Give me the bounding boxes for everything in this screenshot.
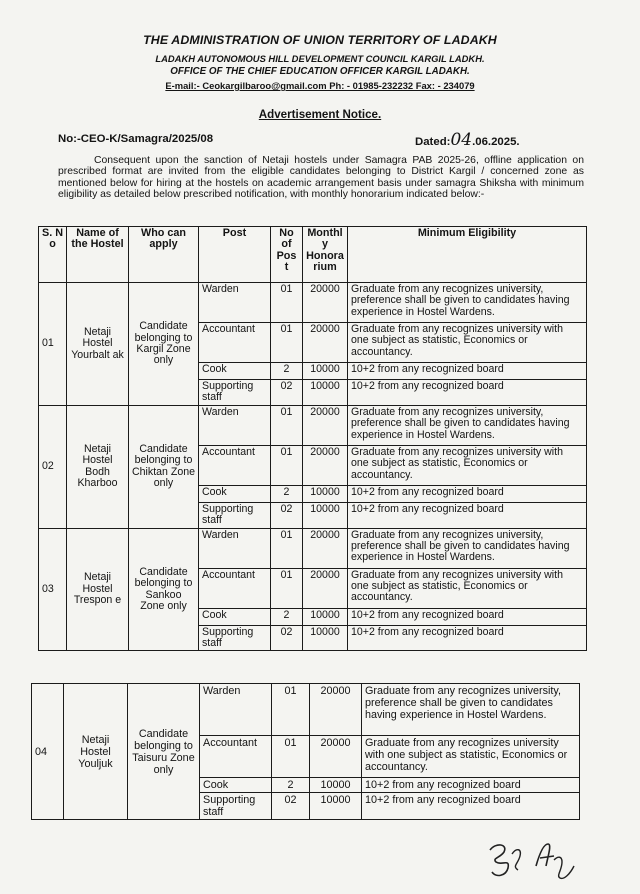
post-count: 01 <box>271 445 303 485</box>
hostel-sno: 04 <box>32 684 64 820</box>
col-honorarium-header: Monthl y Honora rium <box>303 227 348 283</box>
reference-number: No:-CEO-K/Samagra/2025/08 <box>58 133 214 145</box>
table-row <box>39 283 587 323</box>
col-name-header: Name of the Hostel <box>67 227 129 283</box>
honorarium: 20000 <box>310 684 362 736</box>
honorarium: 10000 <box>303 502 348 528</box>
table-row <box>39 528 587 568</box>
post-title: Warden <box>199 528 271 568</box>
honorarium: 10000 <box>303 380 348 406</box>
post-title: Supporting staff <box>200 793 272 820</box>
hostel-name: Netaji Hostel Bodh Kharboo <box>67 405 129 528</box>
eligibility: 10+2 from any recognized board <box>348 363 587 380</box>
posts-table-body <box>39 283 587 651</box>
post-title: Cook <box>199 608 271 625</box>
eligibility: 10+2 from any recognized board <box>348 608 587 625</box>
honorarium: 20000 <box>303 323 348 363</box>
post-count: 02 <box>271 380 303 406</box>
post-count: 01 <box>271 283 303 323</box>
post-count: 2 <box>271 363 303 380</box>
post-count: 01 <box>271 405 303 445</box>
post-title: Cook <box>200 778 272 793</box>
signature <box>478 836 588 882</box>
honorarium: 10000 <box>303 485 348 502</box>
post-count: 2 <box>271 485 303 502</box>
eligibility: Graduate from any recognizes university with one subject as statistic, Economics or accountancy. <box>362 736 580 778</box>
eligible-zone: Candidate belonging to Chiktan Zone only <box>129 405 199 528</box>
intro-paragraph: Consequent upon the sanction of Netaji hostels under Samagra PAB 2025-26, offline application on prescribed format are invited from the eligible candidates belonging to District Kargil / concerned zone as mentioned below for hiring at the hostels on academic arrangement basis under samagra Shiksha with minimum eligibility as detailed below prescribed notification, with monthly honorarium indicated below:- <box>58 155 584 201</box>
honorarium: 10000 <box>310 778 362 793</box>
honorarium: 10000 <box>310 793 362 820</box>
honorarium: 10000 <box>303 363 348 380</box>
col-eligibility-header: Minimum Eligibility <box>348 227 587 283</box>
post-count: 02 <box>272 793 310 820</box>
post-title: Supporting staff <box>199 502 271 528</box>
col-sno-header: S. N o <box>39 227 67 283</box>
eligibility: 10+2 from any recognized board <box>362 793 580 820</box>
post-count: 2 <box>271 608 303 625</box>
hostel-name: Netaji Hostel Yourbalt ak <box>67 283 129 406</box>
date-label: Dated: <box>415 136 451 148</box>
eligibility: Graduate from any recognizes university, preference shall be given to candidates having experience in Hostel Wardens. <box>348 405 587 445</box>
honorarium: 20000 <box>303 405 348 445</box>
posts-table-continued <box>31 683 580 820</box>
post-count: 02 <box>271 625 303 651</box>
eligibility: Graduate from any recognizes university, preference shall be given to candidates having experience in Hostel Wardens. <box>362 684 580 736</box>
honorarium: 10000 <box>303 625 348 651</box>
date-line <box>415 130 520 150</box>
eligibility: Graduate from any recognizes university with one subject as statistic, Economics or accountancy. <box>348 323 587 363</box>
post-title: Supporting staff <box>199 380 271 406</box>
post-title: Supporting staff <box>199 625 271 651</box>
table-header-row <box>39 227 587 283</box>
council-name: LADAKH AUTONOMOUS HILL DEVELOPMENT COUNCIL KARGIL LADKH. <box>155 53 485 64</box>
posts-table <box>38 226 587 651</box>
post-count: 01 <box>271 568 303 608</box>
table-row <box>32 684 580 736</box>
honorarium: 20000 <box>303 568 348 608</box>
eligibility: 10+2 from any recognized board <box>348 502 587 528</box>
eligible-zone: Candidate belonging to Sankoo Zone only <box>129 528 199 651</box>
post-title: Accountant <box>200 736 272 778</box>
date-rest: .06.2025. <box>472 136 520 148</box>
post-title: Warden <box>200 684 272 736</box>
post-title: Accountant <box>199 323 271 363</box>
post-title: Warden <box>199 283 271 323</box>
date-day-handwritten: 04 <box>450 130 473 150</box>
eligible-zone: Candidate belonging to Kargil Zone only <box>129 283 199 406</box>
post-count: 01 <box>271 528 303 568</box>
eligibility: 10+2 from any recognized board <box>362 778 580 793</box>
eligibility: 10+2 from any recognized board <box>348 625 587 651</box>
honorarium: 20000 <box>310 736 362 778</box>
honorarium: 20000 <box>303 283 348 323</box>
post-title: Cook <box>199 363 271 380</box>
honorarium: 20000 <box>303 528 348 568</box>
table-row <box>39 405 587 445</box>
eligibility: Graduate from any recognizes university, preference shall be given to candidates having experience in Hostel Wardens. <box>348 283 587 323</box>
honorarium: 20000 <box>303 445 348 485</box>
notice-title: Advertisement Notice. <box>258 108 382 121</box>
post-title: Accountant <box>199 445 271 485</box>
eligible-zone: Candidate belonging to Taisuru Zone only <box>128 684 200 820</box>
contact-line: E-mail:- Ceokargilbaroo@gmail.com Ph: - 01985-232232 Fax: - 234079 <box>165 80 475 91</box>
org-title: THE ADMINISTRATION OF UNION TERRITORY OF LADAKH <box>143 33 497 47</box>
post-count: 01 <box>272 736 310 778</box>
col-who-header: Who can apply <box>129 227 199 283</box>
eligibility: 10+2 from any recognized board <box>348 485 587 502</box>
hostel-sno: 02 <box>39 405 67 528</box>
post-count: 02 <box>271 502 303 528</box>
posts-table-continued-body <box>32 684 580 820</box>
post-count: 2 <box>272 778 310 793</box>
col-post-header: Post <box>199 227 271 283</box>
honorarium: 10000 <box>303 608 348 625</box>
hostel-sno: 03 <box>39 528 67 651</box>
hostel-name: Netaji Hostel Youljuk <box>64 684 128 820</box>
post-title: Warden <box>199 405 271 445</box>
post-title: Accountant <box>199 568 271 608</box>
post-count: 01 <box>272 684 310 736</box>
eligibility: Graduate from any recognizes university with one subject as statistic, Economics or accountancy. <box>348 445 587 485</box>
eligibility: 10+2 from any recognized board <box>348 380 587 406</box>
eligibility: Graduate from any recognizes university with one subject as statistic, Economics or accountancy. <box>348 568 587 608</box>
post-title: Cook <box>199 485 271 502</box>
post-count: 01 <box>271 323 303 363</box>
hostel-sno: 01 <box>39 283 67 406</box>
office-name: OFFICE OF THE CHIEF EDUCATION OFFICER KARGIL LADAKH. <box>170 66 470 77</box>
hostel-name: Netaji Hostel Trespon e <box>67 528 129 651</box>
col-no-header: No of Pos t <box>271 227 303 283</box>
eligibility: Graduate from any recognizes university, preference shall be given to candidates having experience in Hostel Wardens. <box>348 528 587 568</box>
